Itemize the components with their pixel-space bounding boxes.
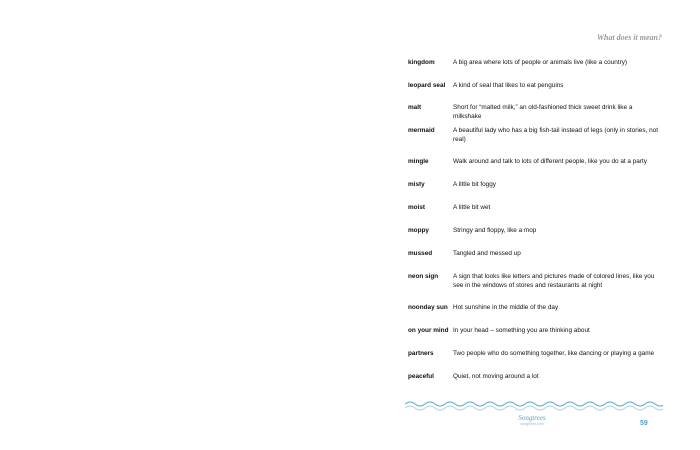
glossary-term: noonday sun (408, 304, 448, 311)
glossary-term: misty (408, 181, 425, 188)
glossary-definition: Hot sunshine in the middle of the day (453, 304, 559, 311)
glossary-definition: In your head – something you are thinking about (453, 327, 590, 334)
glossary-term: kingdom (408, 59, 435, 66)
page-header-right: What does it mean? (596, 33, 662, 42)
glossary-definition: Stringy and floppy, like a mop (453, 227, 537, 234)
wave-divider (405, 400, 663, 412)
glossary-term: partners (408, 350, 434, 357)
logo-url: songtrees.com (520, 422, 544, 426)
glossary-term: peaceful (408, 373, 434, 380)
glossary-definition: Quiet, not moving around a lot (453, 373, 539, 380)
glossary-term: mingle (408, 158, 429, 165)
glossary-definition: A big area where lots of people or animals live (like a country) (453, 59, 628, 66)
glossary-term: on your mind (408, 327, 449, 334)
glossary-term: moist (408, 204, 426, 211)
publisher-logo (497, 414, 567, 426)
glossary-term: mussed (408, 250, 433, 257)
glossary-definition: A beautiful lady who has a big fish-tail instead of legs (only in stories, not real) (453, 127, 658, 143)
logo-name: Songtrees (518, 414, 546, 422)
glossary-term: malt (408, 104, 422, 111)
glossary-definition: Tangled and messed up (453, 250, 521, 257)
glossary-definition: Walk around and talk to lots of different people, like you do at a party (453, 158, 647, 165)
glossary-term: moppy (408, 227, 429, 234)
glossary-definition: A kind of seal that likes to eat penguins (453, 82, 564, 89)
glossary-definition: Two people who do something together, like dancing or playing a game (453, 350, 655, 357)
glossary-definition: A sign that looks like letters and pictures made of colored lines, like you see in the windows of stores and restaurants at night (453, 273, 655, 289)
glossary-definition: A little bit foggy (453, 181, 496, 188)
glossary-term: neon sign (408, 273, 439, 280)
glossary-definition: A little bit wet (453, 204, 491, 211)
glossary-term: mermaid (408, 127, 435, 134)
glossary-term: leopard seal (408, 82, 446, 89)
page-number: 59 (640, 420, 648, 427)
glossary-definition: Short for “malted milk,” an old-fashioned thick sweet drink like a milkshake (453, 104, 633, 120)
